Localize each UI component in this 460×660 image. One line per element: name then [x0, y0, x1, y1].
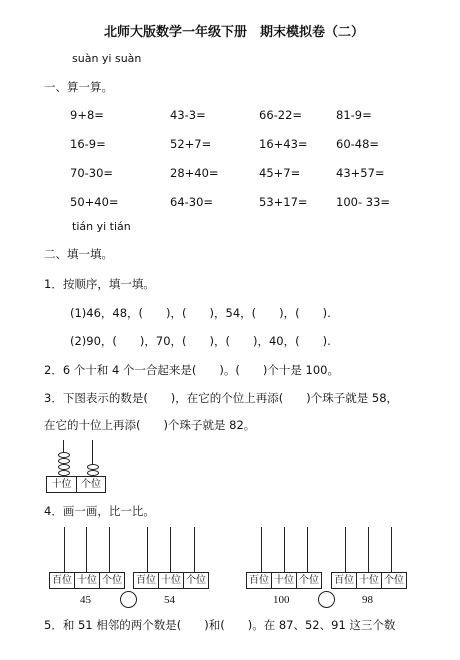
abacus-rod — [345, 527, 346, 572]
bead-tens — [58, 464, 70, 470]
abacus-rod — [284, 527, 285, 572]
compare-circle-2[interactable] — [318, 591, 335, 608]
calc-item: 28+40= — [170, 166, 219, 180]
number-45: 45 — [80, 594, 91, 606]
abacus-rod — [307, 527, 308, 572]
abacus-rod — [391, 527, 392, 572]
label-ones: 个位 — [186, 575, 206, 586]
abacus-q3-label-row — [46, 476, 106, 493]
abacus-rod — [368, 527, 369, 572]
label-ones: 个位 — [299, 575, 319, 586]
calc-item: 53+17= — [259, 195, 308, 209]
bead-tens — [58, 458, 70, 464]
label-hundreds: 百位 — [332, 573, 357, 588]
label-hundreds: 百位 — [134, 573, 159, 588]
compare-circle-1[interactable] — [120, 591, 137, 608]
abacus-rod — [147, 527, 148, 572]
q1-line1: (1)46，48，( )，( )，54，( )，( ). — [70, 306, 331, 320]
calc-item: 9+8= — [70, 108, 104, 122]
abacus-label-row — [331, 572, 407, 589]
q2-text: 2．6 个十和 4 个一合起来是( )。( )个十是 100。 — [44, 363, 339, 377]
q1-line2: (2)90，( )，70，( )，( )，40，( ). — [70, 334, 331, 348]
number-100: 100 — [273, 594, 290, 606]
abacus-label-row — [246, 572, 322, 589]
label-tens: 十位 — [75, 573, 100, 588]
label-hundreds: 百位 — [247, 573, 272, 588]
abacus-label-row — [49, 572, 125, 589]
section1-heading: 一、算一算。 — [44, 80, 113, 94]
calc-item: 45+7= — [259, 166, 301, 180]
page-title: 北师大版数学一年级下册 期末模拟卷（二） — [104, 25, 365, 40]
bead-ones — [87, 464, 99, 470]
number-54: 54 — [164, 594, 175, 606]
label-tens: 十位 — [272, 573, 297, 588]
calc-item: 66-22= — [259, 108, 303, 122]
abacus-rod — [170, 527, 171, 572]
abacus-label-row — [133, 572, 209, 589]
abacus-rod — [261, 527, 262, 572]
q1-text: 1．按顺序，填一填。 — [44, 277, 155, 291]
label-tens: 十位 — [159, 573, 184, 588]
q4-text: 4．画一画，比一比。 — [44, 504, 155, 518]
q3-line2: 在它的十位上再添( )个珠子就是 82。 — [44, 418, 256, 432]
section1-pinyin: suàn yi suàn — [72, 52, 142, 65]
calc-item: 64-30= — [170, 195, 214, 209]
abacus-rod — [109, 527, 110, 572]
abacus-rod — [86, 527, 87, 572]
section2-pinyin: tián yi tián — [72, 220, 131, 233]
label-hundreds: 百位 — [50, 573, 75, 588]
number-98: 98 — [362, 594, 373, 606]
calc-item: 52+7= — [170, 137, 212, 151]
bead-tens — [58, 452, 70, 458]
q3-line1: 3．下图表示的数是( )，在它的个位上再添( )个珠子就是 58， — [44, 391, 399, 405]
label-tens: 十位 — [357, 573, 382, 588]
section2-heading: 二、填一填。 — [44, 247, 113, 261]
abacus-rod — [194, 527, 195, 572]
calc-item: 60-48= — [336, 137, 380, 151]
calc-item: 16-9= — [70, 137, 106, 151]
calc-item: 43-3= — [170, 108, 206, 122]
calc-item: 81-9= — [336, 108, 372, 122]
abacus-rod — [64, 527, 65, 572]
label-ones: 个位 — [384, 575, 404, 586]
abacus-label-tens: 十位 — [47, 477, 77, 492]
label-ones: 个位 — [102, 575, 122, 586]
calc-item: 50+40= — [70, 195, 119, 209]
calc-item: 43+57= — [336, 166, 385, 180]
calc-item: 100- 33= — [336, 195, 391, 209]
calc-item: 70-30= — [70, 166, 114, 180]
q5-text: 5．和 51 相邻的两个数是( )和( )。在 87、52、91 这三个数 — [44, 618, 396, 632]
abacus-label-ones: 个位 — [81, 479, 101, 490]
calc-item: 16+43= — [259, 137, 308, 151]
